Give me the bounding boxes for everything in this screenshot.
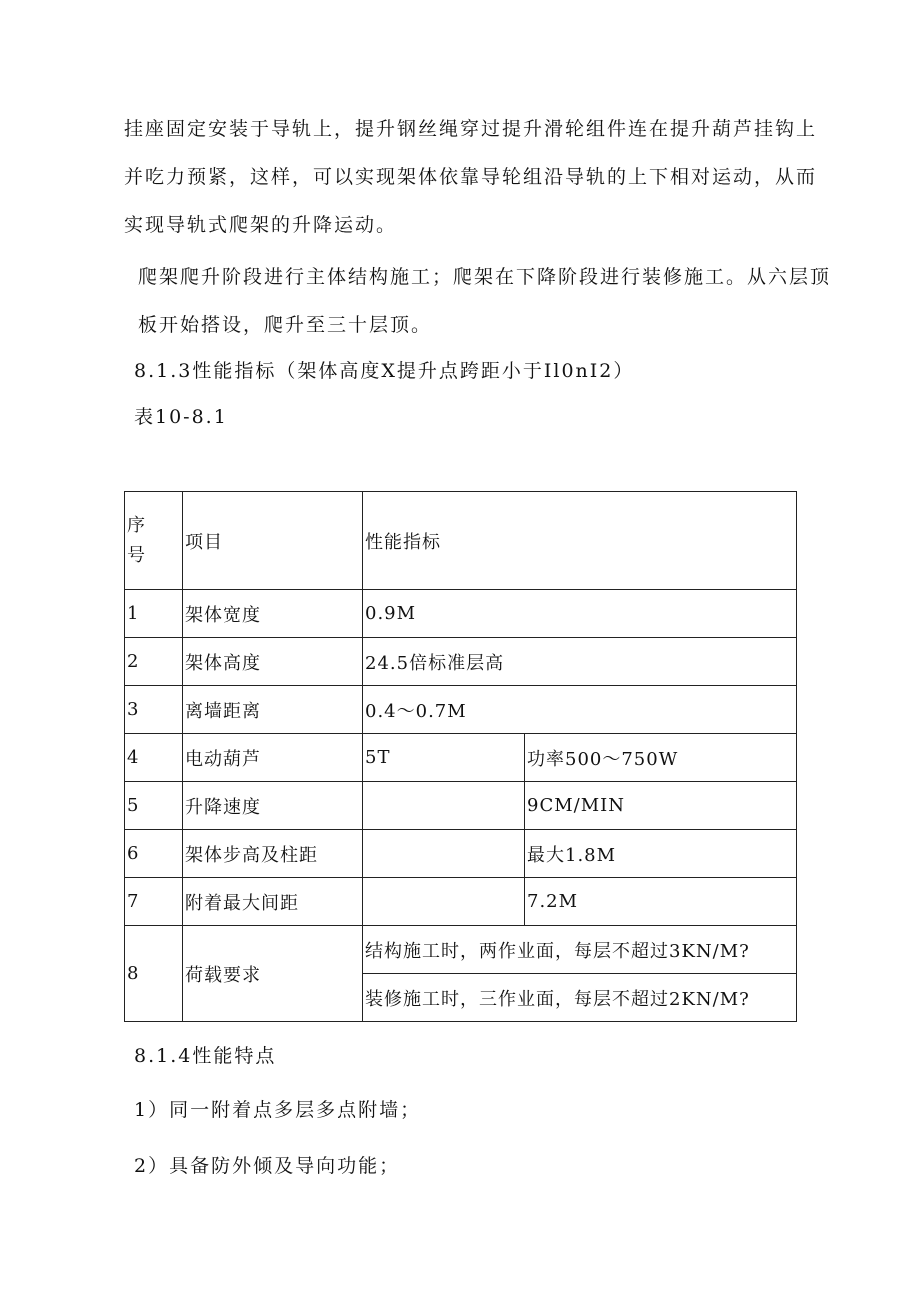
paragraph-line: 爬架爬升阶段进行主体结构施工；爬架在下降阶段进行装修施工。从六层顶 [138,266,832,288]
table-row [125,830,797,878]
table-row [125,734,797,782]
header-spec: 性能指标 [363,492,797,590]
table-row [125,878,797,926]
row-item: 荷载要求 [183,926,363,1022]
row-spec-b: 9CM/MIN [525,782,797,830]
row-spec-a [363,830,525,878]
row-item: 电动葫芦 [183,734,363,782]
row-spec: 0.4～0.7M [363,686,797,734]
row-spec-structure: 结构施工时，两作业面，每层不超过3KN/M? [363,926,797,974]
header-seq-bottom: 号 [127,544,146,566]
row-no: 6 [125,830,183,878]
row-no: 4 [125,734,183,782]
row-spec-b: 最大1.8M [525,830,797,878]
row-spec-b: 7.2M [525,878,797,926]
row-item: 附着最大间距 [183,878,363,926]
row-item: 升降速度 [183,782,363,830]
row-no: 2 [125,638,183,686]
table-row [125,590,797,638]
header-item: 项目 [183,492,363,590]
row-spec-a [363,878,525,926]
row-item: 架体步高及柱距 [183,830,363,878]
header-seq [125,492,183,590]
header-seq-top: 序 [127,514,146,536]
row-no: 3 [125,686,183,734]
section-heading-8-1-3: 8.1.3性能指标（架体高度X提升点跨距小于Il0nI2） [134,360,635,382]
feature-item: 2）具备防外倾及导向功能； [134,1155,401,1177]
table-row [125,638,797,686]
paragraph-line: 实现导轨式爬架的升降运动。 [124,214,398,236]
table-row [125,782,797,830]
paragraph-line: 并吃力预紧，这样，可以实现架体依靠导轮组沿导轨的上下相对运动，从而 [124,166,818,188]
row-item: 架体宽度 [183,590,363,638]
row-spec-b: 功率500～750W [525,734,797,782]
row-no: 8 [125,926,183,1022]
table-row [125,926,797,974]
performance-table [124,491,797,1022]
row-no: 5 [125,782,183,830]
row-spec: 0.9M [363,590,797,638]
row-item: 离墙距离 [183,686,363,734]
row-spec-a: 5T [363,734,525,782]
table-header-row [125,492,797,590]
paragraph-line: 挂座固定安装于导轨上，提升钢丝绳穿过提升滑轮组件连在提升葫芦挂钩上 [124,118,818,140]
row-spec-a [363,782,525,830]
row-item: 架体高度 [183,638,363,686]
paragraph-line: 板开始搭设，爬升至三十层顶。 [138,314,433,336]
row-spec-decoration: 装修施工时，三作业面，每层不超过2KN/M? [363,974,797,1022]
section-heading-8-1-4: 8.1.4性能特点 [134,1045,277,1067]
row-no: 7 [125,878,183,926]
table-label: 表10-8.1 [134,406,228,428]
row-no: 1 [125,590,183,638]
row-spec: 24.5倍标准层高 [363,638,797,686]
feature-item: 1）同一附着点多层多点附墙； [134,1099,422,1121]
table-row [125,686,797,734]
